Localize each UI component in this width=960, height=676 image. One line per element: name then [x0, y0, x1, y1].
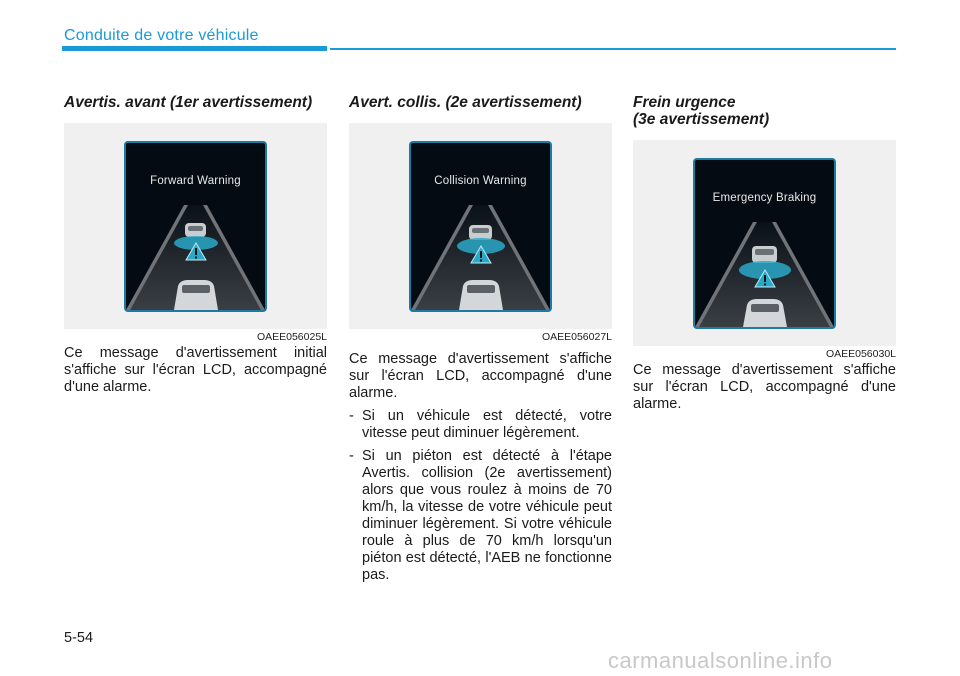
column-forward-warning [64, 94, 327, 402]
lcd-message: Forward Warning [150, 175, 241, 187]
bullet-marker: - [349, 448, 354, 464]
car-icon [185, 223, 206, 237]
lcd-scene [411, 143, 550, 310]
figure-code: OAEE056030L [825, 348, 896, 360]
lcd-display [693, 158, 836, 329]
lcd-display [409, 141, 552, 312]
figure-forward-warning [64, 123, 327, 329]
lcd-display [124, 141, 267, 312]
column-emergency-braking [633, 94, 896, 419]
bullet-text: Si un véhicule est détecté, votre vitesse peut diminuer légèrement. [362, 408, 612, 441]
figure-code: OAEE056025L [256, 331, 327, 343]
car-icon [469, 225, 492, 240]
body-text: Ce message d'avertissement s'affiche sur l'écran LCD, accompagné d'une alarme. [349, 351, 612, 401]
bullet-text: Si un piéton est détecté à l'étape Avertis. collision (2e avertissement) alors que vous roulez à moins de 70 km/h, la vitesse de votre véhicule peut diminuer légèrement. Si votre véhicule roule à plus de 70 km/h lorsqu'un piéton est détecté, l'AEB ne fonctionne pas. [362, 448, 612, 583]
car-icon [743, 299, 787, 327]
lcd-scene [695, 160, 834, 327]
list-item [349, 408, 612, 442]
watermark: carmanualsonline.info [608, 648, 833, 673]
header-rule-thick [62, 46, 327, 51]
figure-code: OAEE056027L [541, 331, 612, 343]
section-title: Conduite de votre véhicule [64, 27, 259, 44]
figure-collision-warning [349, 123, 612, 329]
body-text: Ce message d'avertissement s'affiche sur l'écran LCD, accompagné d'une alarme. [633, 362, 896, 412]
lcd-message: Collision Warning [434, 175, 527, 187]
column-collision-warning [349, 94, 612, 590]
car-icon [752, 246, 777, 263]
figure-emergency-braking [633, 140, 896, 346]
header-rule-thin [330, 48, 896, 50]
heading-emergency-braking: Frein urgence (3e avertissement) [633, 94, 770, 128]
lcd-scene [126, 143, 265, 310]
body-text: Ce message d'avertissement initial s'affiche sur l'écran LCD, accompagné d'une alarme. [64, 345, 327, 395]
car-icon [174, 280, 218, 310]
lcd-message: Emergency Braking [712, 192, 817, 204]
bullet-marker: - [349, 408, 354, 424]
page-number: 5-54 [64, 630, 94, 646]
car-icon [459, 280, 503, 310]
heading-forward-warning: Avertis. avant (1er avertissement) [64, 94, 313, 111]
list-item [349, 448, 612, 584]
heading-collision-warning: Avert. collis. (2e avertissement) [349, 94, 582, 111]
